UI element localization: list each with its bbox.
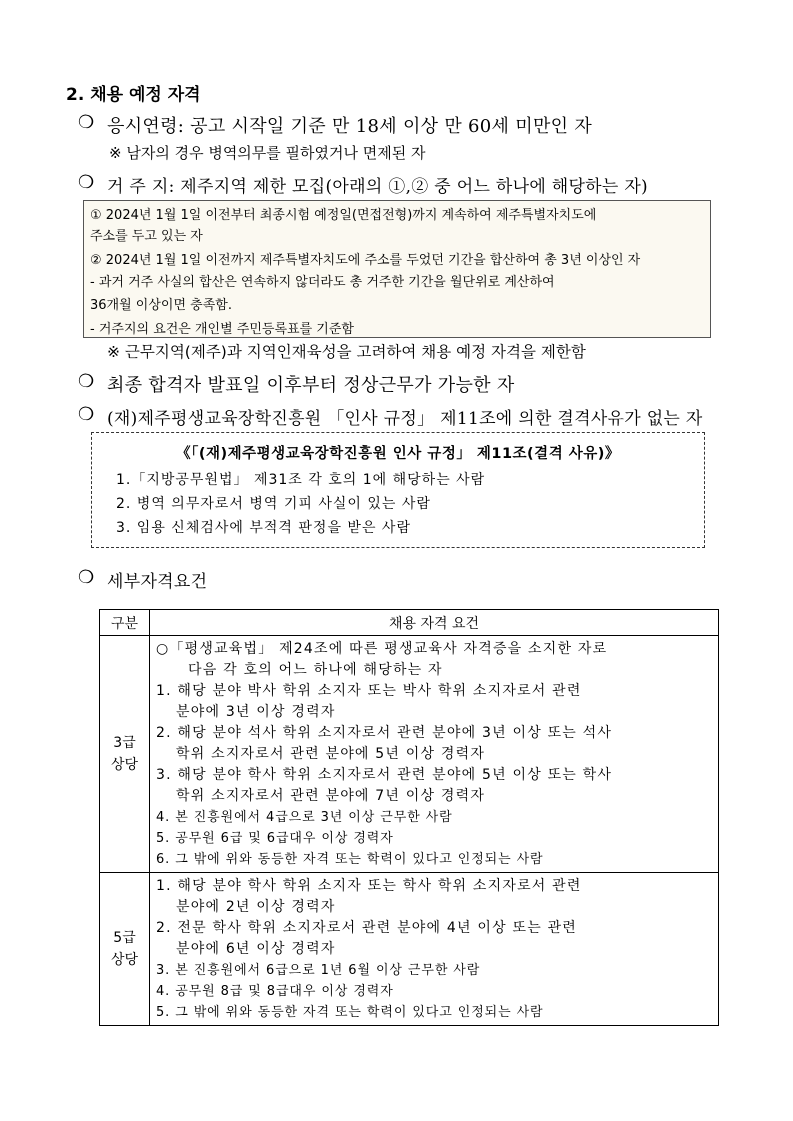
requirement-line: ○「평생교육법」 제24조에 따른 평생교육사 자격증을 소지한 자로 bbox=[156, 641, 608, 657]
requirement-line: 2. 해당 분야 석사 학위 소지자로서 관련 분야에 3년 이상 또는 석사 bbox=[156, 725, 613, 741]
requirement-line: 1. 해당 분야 박사 학위 소지자 또는 박사 학위 소지자로서 관련 bbox=[156, 683, 582, 699]
grade-label-suffix: 상당 bbox=[110, 757, 139, 773]
residence-box-line: 주소를 두고 있는 자 bbox=[90, 229, 203, 244]
grade-label: 5급 bbox=[113, 930, 136, 946]
requirement-line: 1. 해당 분야 학사 학위 소지자 또는 학사 학위 소지자로서 관련 bbox=[156, 878, 582, 894]
requirement-line: 분야에 2년 이상 경력자 bbox=[176, 899, 336, 915]
header-requirements: 채용 자격 요건 bbox=[150, 610, 719, 636]
requirement-line: 다음 각 호의 어느 하나에 해당하는 자 bbox=[188, 662, 443, 678]
disq-box-item: 3. 임용 신체검사에 부적격 판정을 받은 사람 bbox=[116, 520, 411, 536]
requirement-line: 4. 본 진흥원에서 4급으로 3년 이상 근무한 사람 bbox=[156, 810, 453, 825]
requirement-line: 2. 전문 학사 학위 소지자로서 관련 분야에 4년 이상 또는 관련 bbox=[156, 920, 578, 936]
residence-detail-box bbox=[83, 200, 711, 338]
disq-detail-box bbox=[91, 432, 705, 548]
disq-bullet-marker: ❍ bbox=[78, 404, 95, 425]
residence-box-line: 36개월 이상이면 충족함. bbox=[90, 298, 232, 313]
disq-requirement: (재)제주평생교육장학진흥원 「인사 규정」 제11조에 의한 결격사유가 없는 자 bbox=[107, 409, 703, 429]
residence-box-line: ② 2024년 1월 1일 이전까지 제주특별자치도에 주소를 두었던 기간을 합산하여 총 3년 이상인 자 bbox=[90, 253, 641, 268]
residence-bullet-marker: ❍ bbox=[78, 172, 95, 193]
qualification-table bbox=[99, 609, 719, 1026]
detail-heading: 세부자격요건 bbox=[107, 572, 208, 592]
table-row bbox=[100, 873, 719, 1026]
requirements-cell bbox=[150, 873, 719, 1026]
requirement-line: 분야에 3년 이상 경력자 bbox=[176, 704, 336, 720]
requirement-line: 학위 소지자로서 관련 분야에 7년 이상 경력자 bbox=[176, 788, 486, 804]
grade-label: 3급 bbox=[113, 735, 136, 751]
table-header-row bbox=[100, 610, 719, 636]
requirement-line: 4. 공무원 8급 및 8급대우 이상 경력자 bbox=[156, 984, 394, 999]
residence-box-line: - 과거 거주 사실의 합산은 연속하지 않더라도 총 거주한 기간을 월단위로 계산하여 bbox=[90, 275, 555, 290]
residence-note: ※ 근무지역(제주)과 지역인재육성을 고려하여 채용 예정 자격을 제한함 bbox=[107, 343, 586, 361]
disq-box-item: 2. 병역 의무자로서 병역 기피 사실이 있는 사람 bbox=[116, 496, 431, 512]
detail-bullet-marker: ❍ bbox=[78, 567, 95, 588]
residence-box-line: - 거주지의 요건은 개인별 주민등록표를 기준함 bbox=[90, 322, 354, 337]
disq-box-title: 《「(재)제주평생교육장학진흥원 인사 규정」 제11조(결격 사유)》 bbox=[176, 446, 620, 462]
age-bullet-marker: ❍ bbox=[78, 112, 95, 133]
age-requirement: 응시연령: 공고 시작일 기준 만 18세 이상 만 60세 미만인 자 bbox=[107, 116, 593, 137]
table-row bbox=[100, 636, 719, 873]
requirement-line: 5. 그 밖에 위와 동등한 자격 또는 학력이 있다고 인정되는 사람 bbox=[156, 1005, 544, 1020]
final-bullet-marker: ❍ bbox=[78, 371, 95, 392]
grade-cell bbox=[100, 636, 150, 873]
final-requirement: 최종 합격자 발표일 이후부터 정상근무가 가능한 자 bbox=[107, 375, 515, 396]
requirement-line: 6. 그 밖에 위와 동등한 자격 또는 학력이 있다고 인정되는 사람 bbox=[156, 852, 544, 867]
grade-cell bbox=[100, 873, 150, 1026]
requirements-cell bbox=[150, 636, 719, 873]
residence-box-line: ① 2024년 1월 1일 이전부터 최종시험 예정일(면접전형)까지 계속하여 제주특별자치도에 bbox=[90, 208, 597, 223]
grade-label-suffix: 상당 bbox=[110, 952, 139, 968]
age-note: ※ 남자의 경우 병역의무를 필하였거나 면제된 자 bbox=[109, 144, 426, 162]
header-grade: 구분 bbox=[100, 610, 150, 636]
requirement-line: 3. 해당 분야 학사 학위 소지자로서 관련 분야에 5년 이상 또는 학사 bbox=[156, 767, 613, 783]
requirement-line: 분야에 6년 이상 경력자 bbox=[176, 941, 336, 957]
requirement-line: 5. 공무원 6급 및 6급대우 이상 경력자 bbox=[156, 831, 394, 846]
requirement-line: 학위 소지자로서 관련 분야에 5년 이상 경력자 bbox=[176, 746, 486, 762]
disq-box-item: 1.「지방공무원법」 제31조 각 호의 1에 해당하는 사람 bbox=[116, 472, 486, 488]
requirement-line: 3. 본 진흥원에서 6급으로 1년 6월 이상 근무한 사람 bbox=[156, 963, 481, 978]
residence-requirement: 거 주 지: 제주지역 제한 모집(아래의 ①,② 중 어느 하나에 해당하는 자) bbox=[107, 177, 648, 197]
section-title: 2. 채용 예정 자격 bbox=[66, 85, 201, 105]
